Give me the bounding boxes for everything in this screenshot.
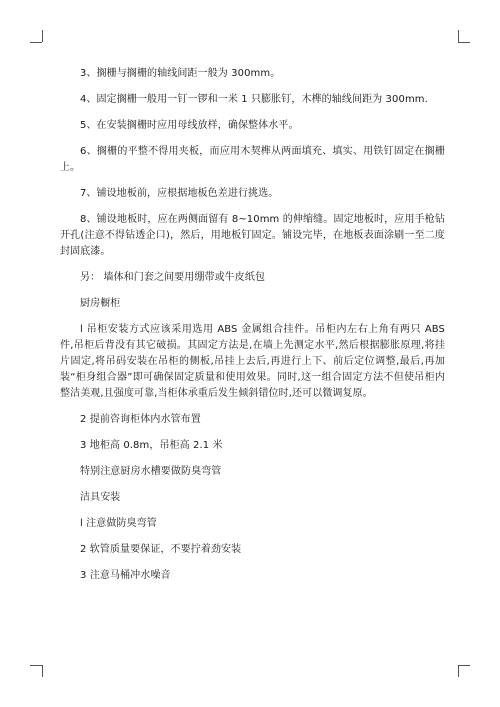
section-heading-kitchen-cabinets: 厨房橱柜 — [80, 298, 121, 309]
document-body — [60, 66, 445, 594]
paragraph-item-8: 8、铺设地板时，应在两侧面留有 8~10mm 的伸缩缝。固定地板时，应用手枪钻开孔(注意不得钻透企口)，然后，用地板钉固定。铺设完毕，在地板表面涂刷一至二度封固底漆。 — [60, 214, 445, 257]
paragraph-cabinet-installation: l 吊柜安装方式应该采用选用 ABS 金属组合挂件。吊柜内左右上角有两只 ABS 件,吊柜后背没有其它破损。其固定方法是,在墙上先测定水平,然后根据膨胀原理,将挂片固定,将吊码安装在吊柜的侧板,吊挂上去后,再进行上下、前后定位调整,最后,再加装“柜身组合器”即可确保固定质量和使用效果。同时,这一组合固定方法不但使吊柜内整洁美观,且强度可靠,当柜体承重后发生倾斜错位时,还可以微调复原。 — [60, 324, 445, 399]
paragraph-item-6: 6、搁栅的平整不得用夹板，而应用木契榫从两面填充、填实、用铁钉固定在搁栅上。 — [60, 146, 445, 173]
paragraph-item-5: 5、在安装搁栅时应用母线放样，确保整体水平。 — [80, 120, 299, 131]
paragraph-item-3: 3、搁栅与搁栅的轴线间距一般为 300mm。 — [80, 68, 281, 79]
paragraph-cabinet-3: 3 地柜高 0.8m，吊柜高 2.1 米 — [80, 440, 223, 451]
section-heading-sanitary-ware: 洁具安装 — [80, 492, 121, 503]
paragraph-sanitary-3: 3 注意马桶冲水噪音 — [80, 570, 171, 581]
paragraph-cabinet-2: 2 提前咨询柜体内水管布置 — [80, 414, 201, 425]
paragraph-cabinet-note: 特别注意厨房水槽要做防臭弯管 — [80, 466, 222, 477]
paragraph-item-4: 4、固定搁栅一般用一钉一锣和一米 1 只膨胀钉，木榫的轴线间距为 300mm. — [80, 94, 428, 105]
paragraph-note: 另： 墙体和门套之间要用绷带或牛皮纸包 — [80, 272, 266, 283]
paragraph-sanitary-1: l 注意做防臭弯管 — [80, 518, 157, 529]
paragraph-item-7: 7、铺设地板前，应根据地板色差进行挑选。 — [80, 188, 279, 199]
paragraph-sanitary-2: 2 软管质量要保证，不要拧着劲安装 — [80, 544, 242, 555]
